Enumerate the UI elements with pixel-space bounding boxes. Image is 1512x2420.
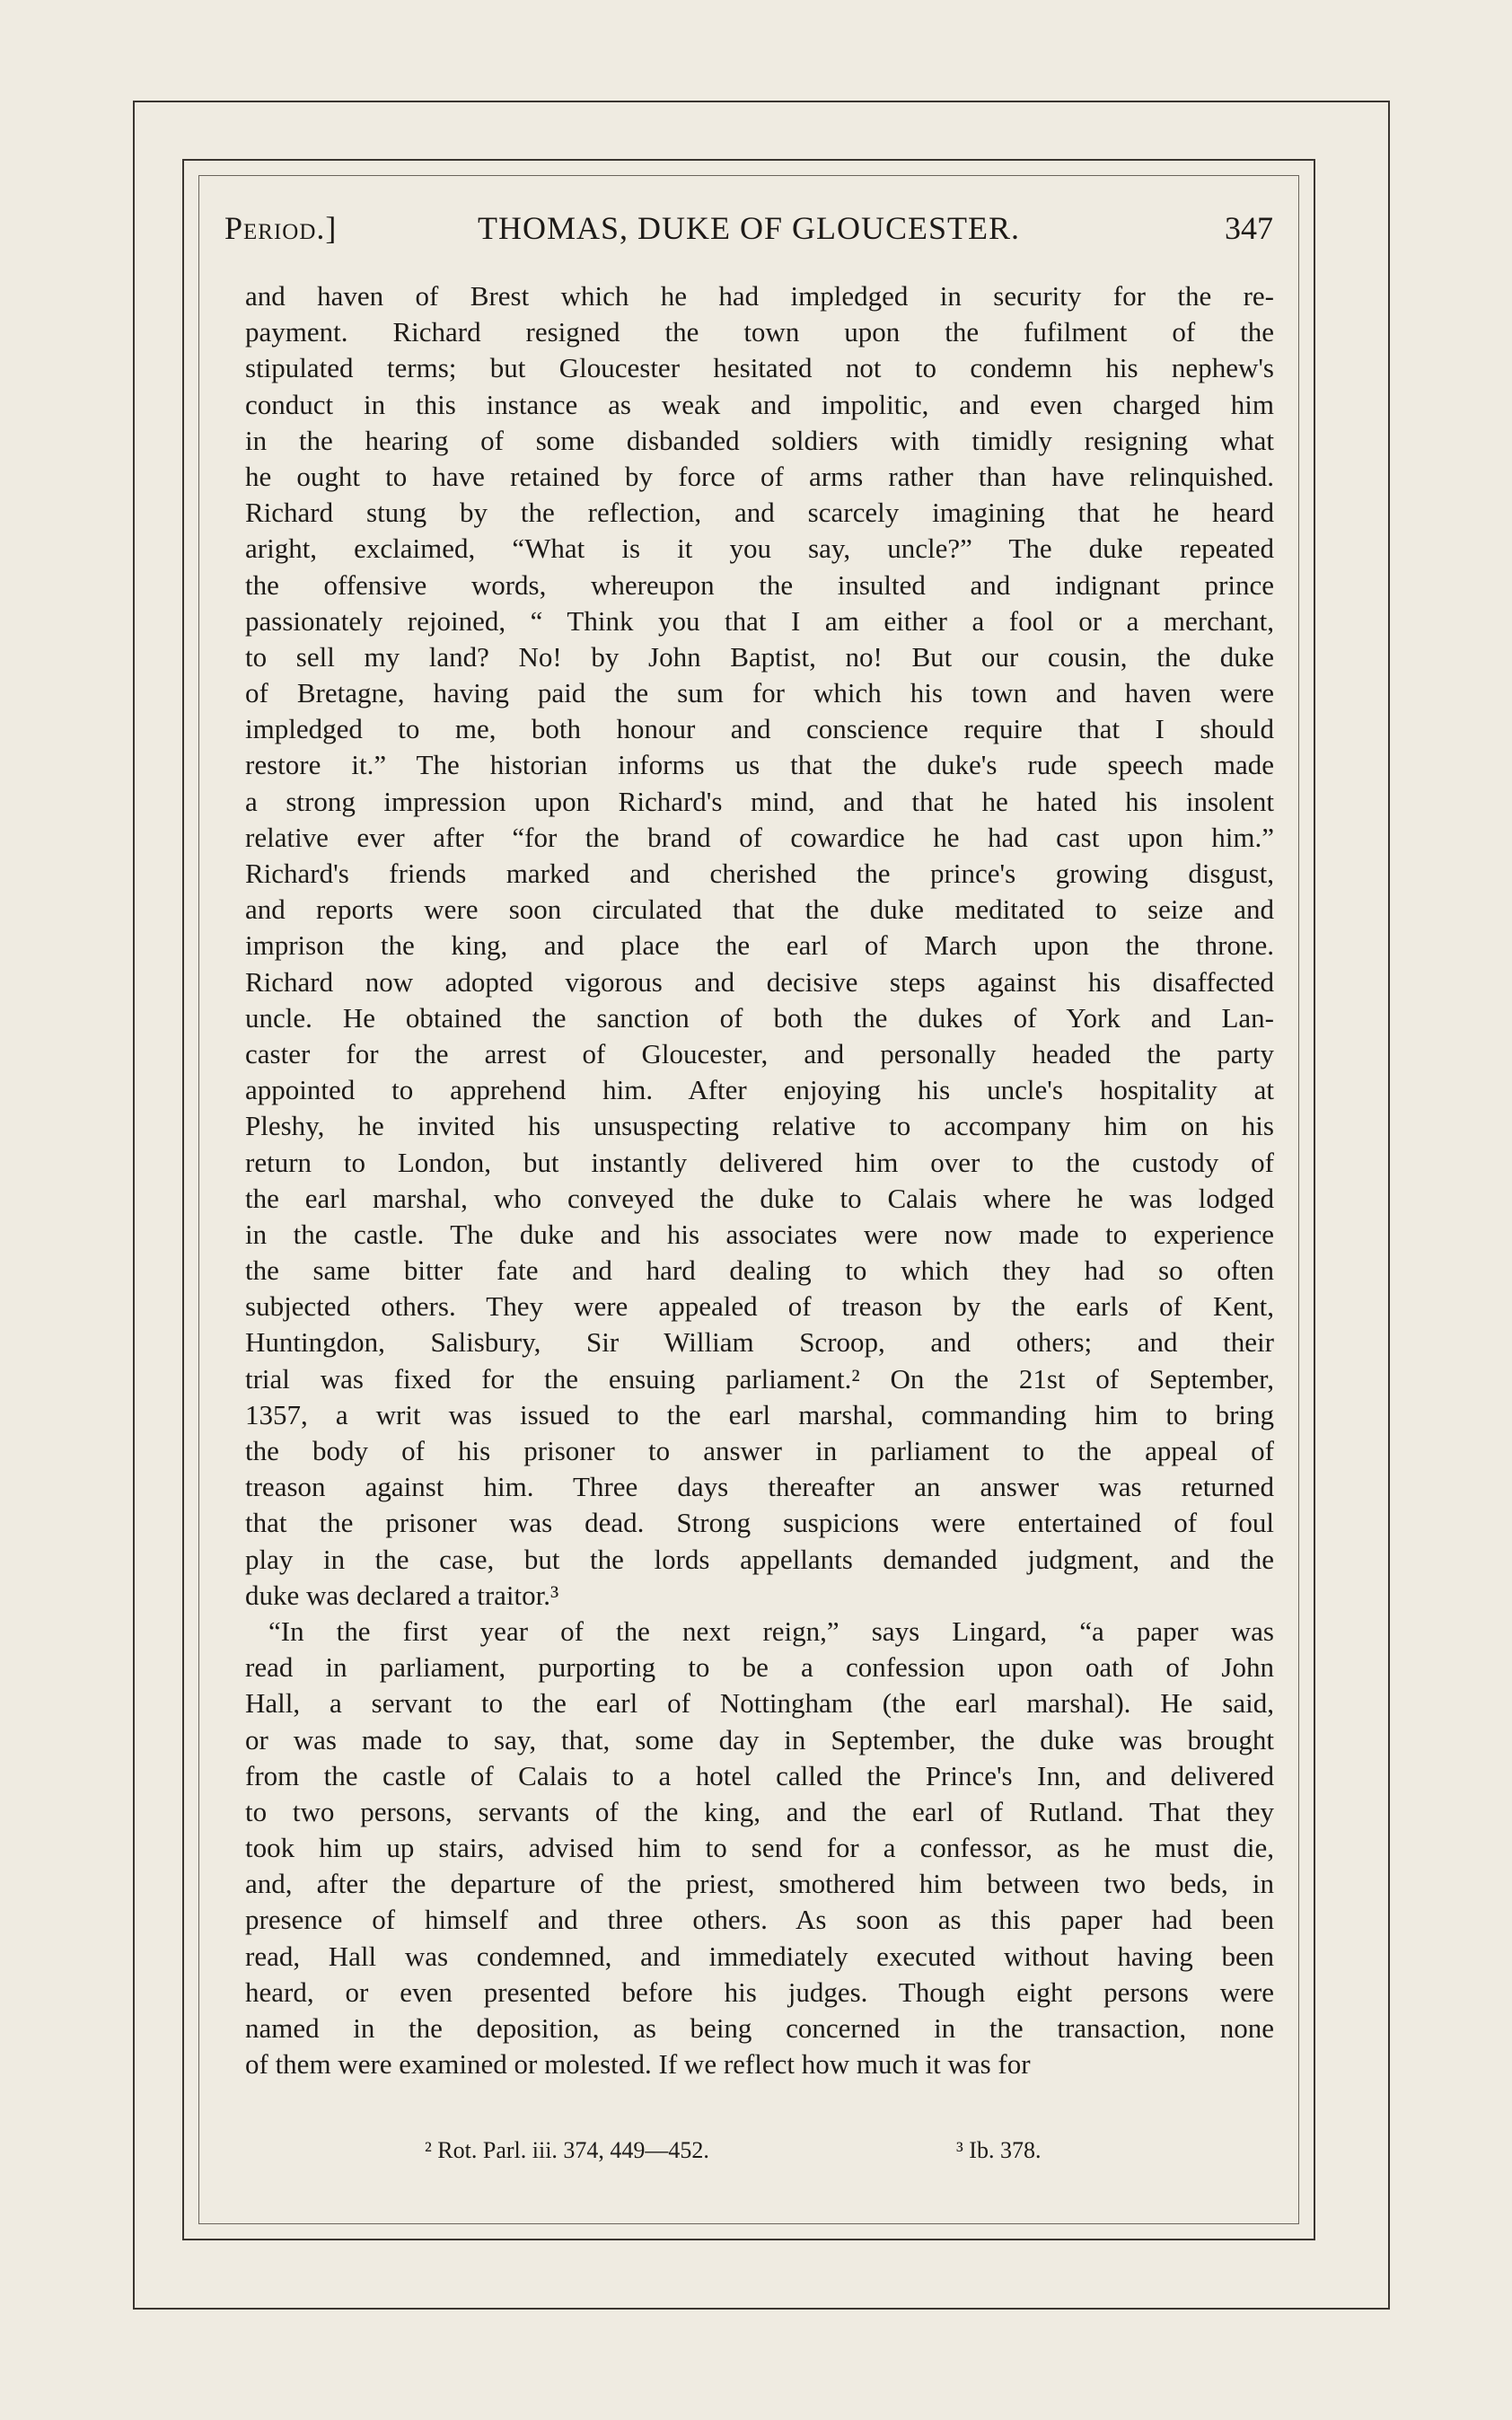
text-line: play in the case, but the lords appellants demanded judgment, and the [245, 1543, 1274, 1575]
text-line: from the castle of Calais to a hotel called the Prince's Inn, and delivered [245, 1759, 1274, 1791]
text-line: stipulated terms; but Gloucester hesitated not to condemn his nephew's [245, 352, 1274, 384]
text-line: and haven of Brest which he had impledged in security for the re- [245, 280, 1274, 312]
text-line: and reports were soon circulated that the duke meditated to seize and [245, 893, 1274, 926]
text-line: Pleshy, he invited his unsuspecting relative to accompany him on his [245, 1110, 1274, 1142]
text-line: conduct in this instance as weak and impolitic, and even charged him [245, 388, 1274, 420]
text-line: passionately rejoined, “ Think you that I am either a fool or a merchant, [245, 604, 1274, 637]
text-line: to two persons, servants of the king, and the earl of Rutland. That they [245, 1795, 1274, 1827]
running-head-title: THOMAS, DUKE OF GLOUCESTER. [477, 210, 1021, 246]
text-line: uncle. He obtained the sanction of both the dukes of York and Lan- [245, 1001, 1274, 1034]
text-line: trial was fixed for the ensuing parliament.² On the 21st of September, [245, 1362, 1274, 1395]
text-line: or was made to say, that, some day in September, the duke was brought [245, 1723, 1274, 1756]
text-line: caster for the arrest of Gloucester, and personally headed the party [245, 1037, 1274, 1069]
text-line: imprison the king, and place the earl of March upon the throne. [245, 929, 1274, 962]
text-line: heard, or even presented before his judges. Though eight persons were [245, 1976, 1274, 2008]
text-line: the offensive words, whereupon the insulted and indignant prince [245, 568, 1274, 601]
text-line: relative ever after “for the brand of cowardice he had cast upon him.” [245, 821, 1274, 853]
text-line: Richard's friends marked and cherished the prince's growing disgust, [245, 858, 1274, 889]
text-line: of them were examined or molested. If we reflect how much it was for [245, 2048, 1031, 2081]
text-line: took him up stairs, advised him to send for a confessor, as he must die, [245, 1832, 1274, 1864]
text-line: subjected others. They were appealed of treason by the earls of Kent, [245, 1290, 1274, 1323]
text-line: read, Hall was condemned, and immediately executed without having been [245, 1940, 1274, 1972]
text-line: Huntingdon, Salisbury, Sir William Scroop, and others; and their [245, 1326, 1274, 1359]
text-line: to sell my land? No! by John Baptist, no! But our cousin, the duke [245, 640, 1274, 673]
text-line: read in parliament, purporting to be a confession upon oath of John [245, 1651, 1274, 1684]
text-line: Richard now adopted vigorous and decisive steps against his disaffected [245, 965, 1274, 998]
text-line: Richard stung by the reflection, and scarcely imagining that he heard [245, 497, 1274, 529]
text-line: of Bretagne, having paid the sum for which his town and haven were [245, 677, 1274, 709]
text-line: 1357, a writ was issued to the earl marshal, commanding him to bring [245, 1398, 1274, 1430]
text-line: “In the first year of the next reign,” says Lingard, “a paper was [268, 1615, 1274, 1647]
text-line: duke was declared a traitor.³ [245, 1579, 559, 1611]
footnote-3: ³ Ib. 378. [956, 2137, 1042, 2163]
text-line: the body of his prisoner to answer in parliament to the appeal of [245, 1435, 1274, 1466]
text-line: he ought to have retained by force of arms rather than have relinquished. [245, 460, 1274, 492]
text-line: Hall, a servant to the earl of Nottingham (the earl marshal). He said, [245, 1687, 1274, 1720]
page-number: 347 [1225, 210, 1273, 246]
text-line: a strong impression upon Richard's mind, and that he hated his insolent [245, 785, 1274, 817]
footnote-2: ² Rot. Parl. iii. 374, 449—452. [425, 2137, 709, 2163]
text-line: named in the deposition, as being concerned in the transaction, none [245, 2012, 1274, 2044]
running-head [224, 207, 1273, 250]
running-head-section: Period.] [224, 210, 338, 246]
footnotes [245, 2133, 1274, 2169]
body-text [245, 278, 1274, 2082]
text-line: payment. Richard resigned the town upon the fufilment of the [245, 316, 1274, 348]
text-line: impledged to me, both honour and conscience require that I should [245, 713, 1274, 745]
text-line: the same bitter fate and hard dealing to which they had so often [245, 1254, 1274, 1287]
text-line: aright, exclaimed, “What is it you say, uncle?” The duke repeated [245, 532, 1274, 565]
text-line: presence of himself and three others. As soon as this paper had been [245, 1904, 1274, 1936]
text-line: restore it.” The historian informs us that the duke's rude speech made [245, 749, 1274, 781]
text-line: in the hearing of some disbanded soldiers with timidly resigning what [245, 424, 1274, 456]
text-line: appointed to apprehend him. After enjoying his uncle's hospitality at [245, 1074, 1274, 1106]
text-line: treason against him. Three days thereafter an answer was returned [245, 1471, 1274, 1503]
text-line: in the castle. The duke and his associates were now made to experience [245, 1218, 1274, 1250]
text-line: the earl marshal, who conveyed the duke to Calais where he was lodged [245, 1182, 1274, 1214]
text-line: that the prisoner was dead. Strong suspicions were entertained of foul [245, 1507, 1274, 1539]
text-line: return to London, but instantly delivered him over to the custody of [245, 1146, 1274, 1178]
text-line: and, after the departure of the priest, smothered him between two beds, in [245, 1868, 1274, 1900]
